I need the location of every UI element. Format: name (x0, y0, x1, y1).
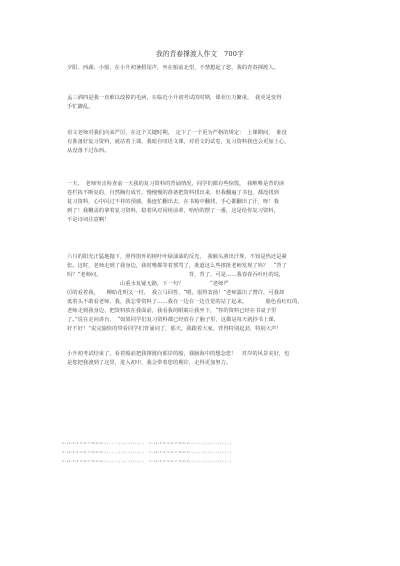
paragraph-4: 一天， 老师突击检查前一天我的复习资料的背诵情况，同学们都有些惊慌， 我唯唯是背的读 卷栏拣不断复的，自然胸有成竹，慢慢慢的准备把资料找出来，但我翻遍了书包，都没找到 复习资料，心中闪过不祥的预感，我连忙翻出去，在书箱中翻找，手心都翻出了汗，呀！我 到了！我鞭盖的拿着复习资料，稳着风对同组前辈，哈哈的摆了一番，这是给你复习资料， 不是诗词注意啊！ (67, 181, 285, 223)
paragraph-5: 六月的阳光正猛地抛下，照得窗外的树叶叶绿油油的反光， 我额头渗出汗珠，不知是热还是紧 张。这时，老师走到了我身边，我时唯都等着挨骂了，准道这么些挨批老师发现了吗？ “背了 吗？”老师问。 背，背了，可是……我春春吞吐吐的说， 山重水复疑无路，下一句？ “老师严 厉的看着我， 柳暗花明又一村， 我立马回答，“嗯，很得表扬！”老师露出了赞许，可我却 低着头不敢看老师，我，我忘带资料了……我在一边在一边自觉的站了起来。 脸色看红红的， 老师走到我身边，把资料放在我面前，我看我的眼睛让我坐下，“你的资料已经在书桌子里 了。”说在走向讲台， “如果同学们复习资料都已经放在了脑子里，这都是每天就抄书上课， 好不好！”说完愉快的带看同学们背诵词了，那天，我跟着大家，背得特别起劲，特别大声！ (67, 254, 303, 332)
paragraph-6: 小升初考试结束了，看着船前把我撑渡向那岸的船，我脑海中的想念您！ 对岸的风景美好，也 是您把我渡到了这里，进入初中，我会带着您的期许，走得更加努力。 (67, 351, 290, 366)
page-title: 我的青春撑渡人作文 700字 (156, 50, 244, 58)
paragraph-1: 夕阳、西湖、小船，在小升初暑假尾声，坐在船前北望，不禁想起了您，我的青春撑渡人。 (67, 65, 279, 71)
footnote-block: ㄧ1ㄨㄉ2ㄍ3ㄎ4ㄏ5ㄐ6ㄑ7ㄒ8ㄓ9ㄔ0ㄕㄖㄗㄘㄙㄚㄛㄜㄝㄞㄟㄠㄡㄢㄣㄤㄥㄦ ㄧ1ㄨㄉ2ㄍ3ㄎ4ㄏ5ㄐ6ㄑ7ㄒ8ㄓ9ㄔ0ㄕㄖㄗㄘㄙㄚㄛㄜㄝㄞㄟㄠㄡㄢㄣㄤㄥㄦ ㄧ1ㄨㄉ2ㄍ3ㄎ4ㄏ5ㄐ6ㄑ7ㄒ8ㄓ9ㄔ0ㄕㄖㄗㄘㄙㄚㄛㄜㄝㄞㄟㄠㄡㄢㄣㄤㄥㄦ ㄧ1ㄨㄉ2ㄍ3ㄎ4ㄏ5ㄐ6ㄑ7ㄒ8ㄓ9ㄔ0ㄕㄖㄗㄘㄙㄚㄛㄜㄝㄞㄟㄠㄡㄢㄣㄤㄥㄦ ㄧ1ㄨㄉ2ㄍ3ㄎ4ㄏ5ㄐ6ㄑ7ㄒ8ㄓ9ㄔ0ㄕㄖㄗㄘㄙㄚㄛㄜㄝㄞㄟㄠㄡㄢㄣㄤㄥㄦ ㄧ1ㄨㄉ2ㄍ3ㄎ4ㄏ5ㄐ6ㄑ7ㄒ8ㄓ9ㄔ0ㄕㄖㄗㄘㄙㄚㄛㄜㄝㄞㄟㄠㄡㄢㄣㄤㄥㄦ (60, 442, 232, 463)
paragraph-3: 语文老师对我们向来严厉，在这个关键时期， 定下了一个更为严格的规定： 上课期间， 谁没 有准备好复习资料，就站着上课，我暗自叹语文课，对语文的试卷，复习资料我也会更加上心， 从没落下过东西。 (67, 130, 290, 154)
paragraph-2: 孟三酒四是我一直难以改掉的毛病，在临近小升初考试的时期，课业压力繁重， 我更是变得 手忙脚乱。 (67, 95, 282, 110)
